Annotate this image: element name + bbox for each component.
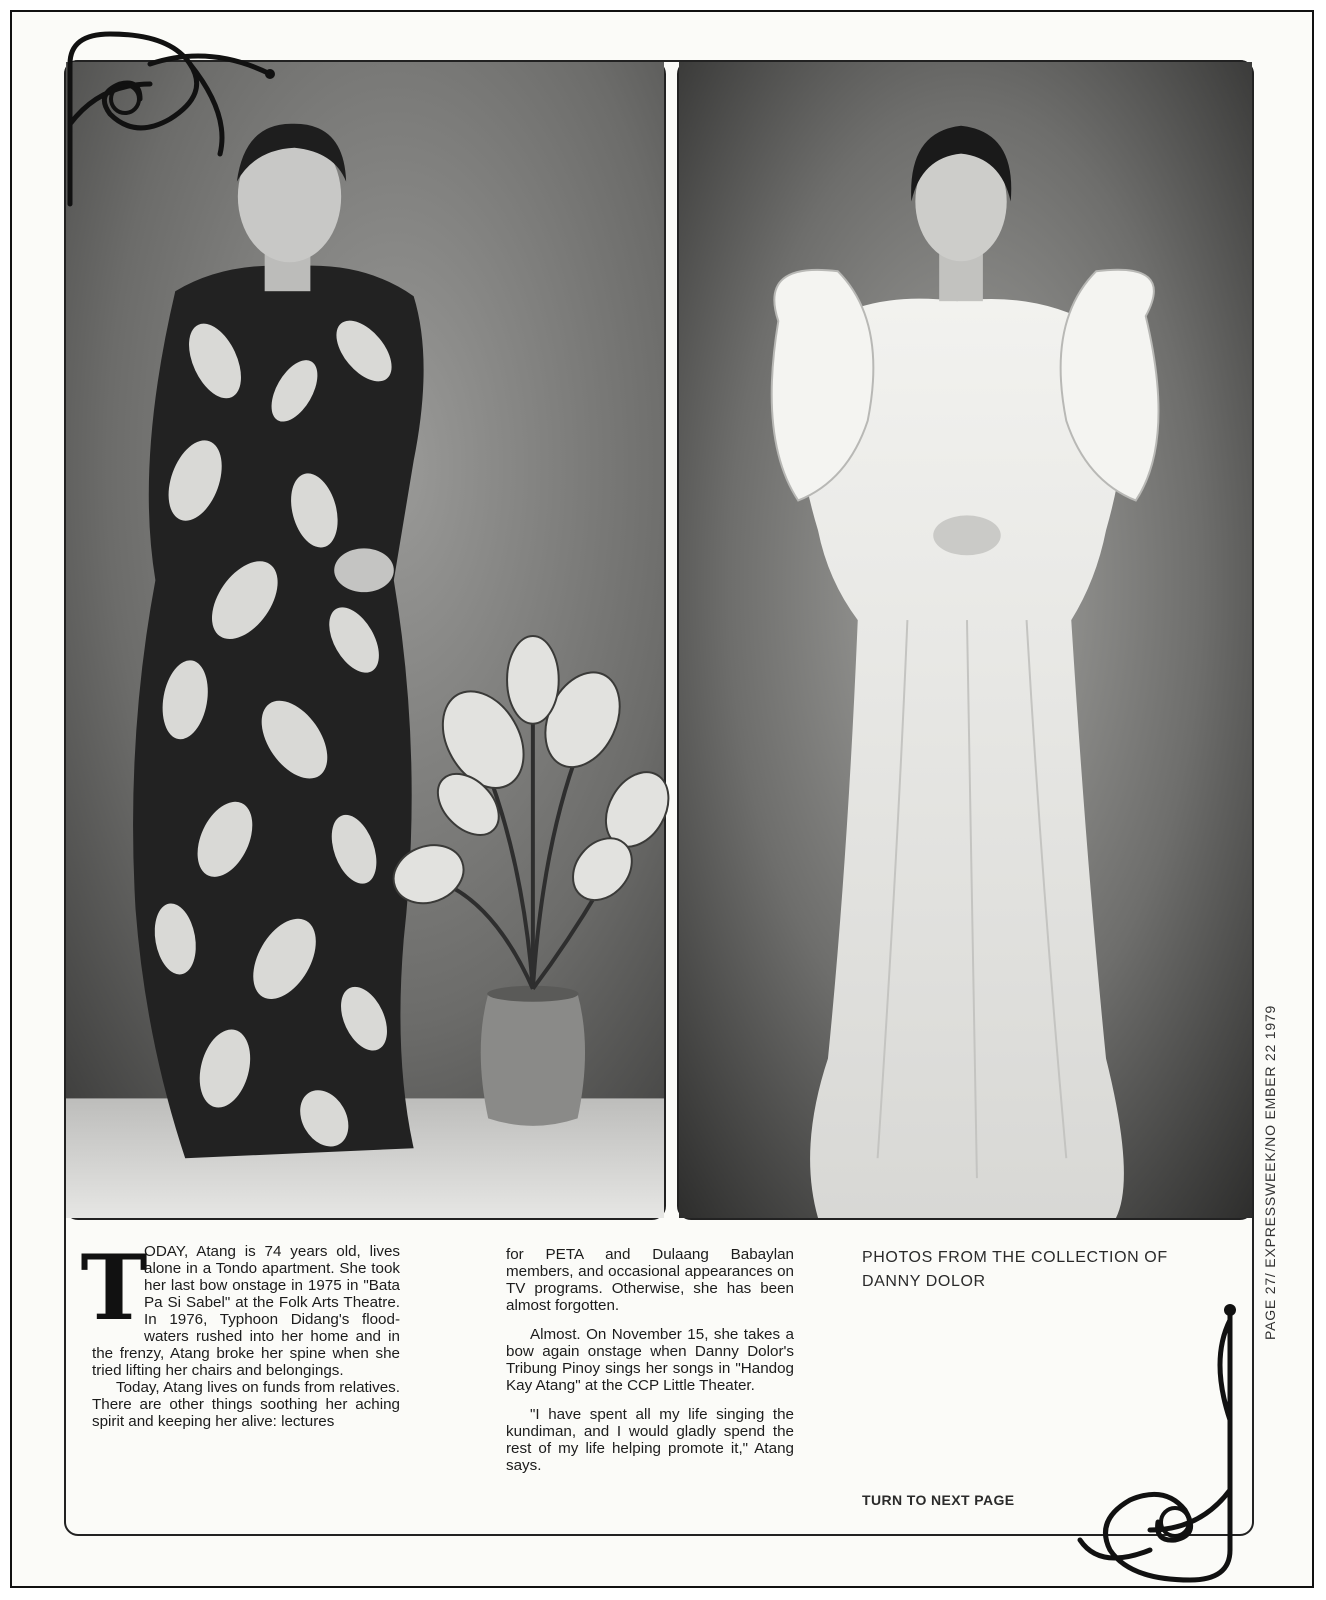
article-column-2 [506,1246,794,1474]
photo-young-woman-white-terno [677,60,1254,1220]
art-nouveau-corner-ornament-top [40,24,280,224]
turn-to-next-page: TURN TO NEXT PAGE [862,1492,1015,1508]
article-paragraph-3: for PETA and Dulaang Babaylan members, and occasional appearances on TV programs. Otherwise, she has been almost forgotten. [506,1246,794,1314]
article-paragraph-2: Today, Atang lives on funds from relatives. There are other things soothing her aching spirit and keeping her alive: lectures [92,1379,400,1430]
page-folio: PAGE 27/ EXPRESSWEEK/NO EMBER 22 1979 [1262,1004,1278,1340]
svg-text:T: T [80,1235,148,1341]
article-column-1 [80,1235,400,1430]
article-paragraph-1 [80,1235,400,1379]
article-lead-word: ODAY, [144,1243,189,1260]
article-paragraph-5: "I have spent all my life singing the kundiman, and I would gladly spend the rest of my life helping promote it," Atang says. [506,1406,794,1474]
photo-older-woman-patterned-dress [64,60,666,1220]
photo-illustration-right [679,62,1252,1218]
article-paragraph-4: Almost. On November 15, she takes a bow again onstage when Danny Dolor's Tribung Pinoy sings her songs in "Handog Kay Atang" at the CCP Little Theater. [506,1326,794,1394]
photo-credit: PHOTOS FROM THE COLLECTION OF DANNY DOLOR [862,1249,1168,1290]
drop-cap-letter [80,1235,148,1341]
photo-illustration-left [66,62,664,1218]
art-nouveau-corner-ornament-bottom [1080,1300,1280,1595]
article-paragraph-1-text: Atang is 74 years old, lives alone in a Tondo apartment. She took her last bow onstage in 1975 in "Bata Pa Si Sabel" at the Folk Arts Theatre. In 1976, Typhoon Didang's flood-waters rushed into her home and in the frenzy, Atang broke her spine when she tried lifting her chairs and belongings. [92,1243,400,1379]
